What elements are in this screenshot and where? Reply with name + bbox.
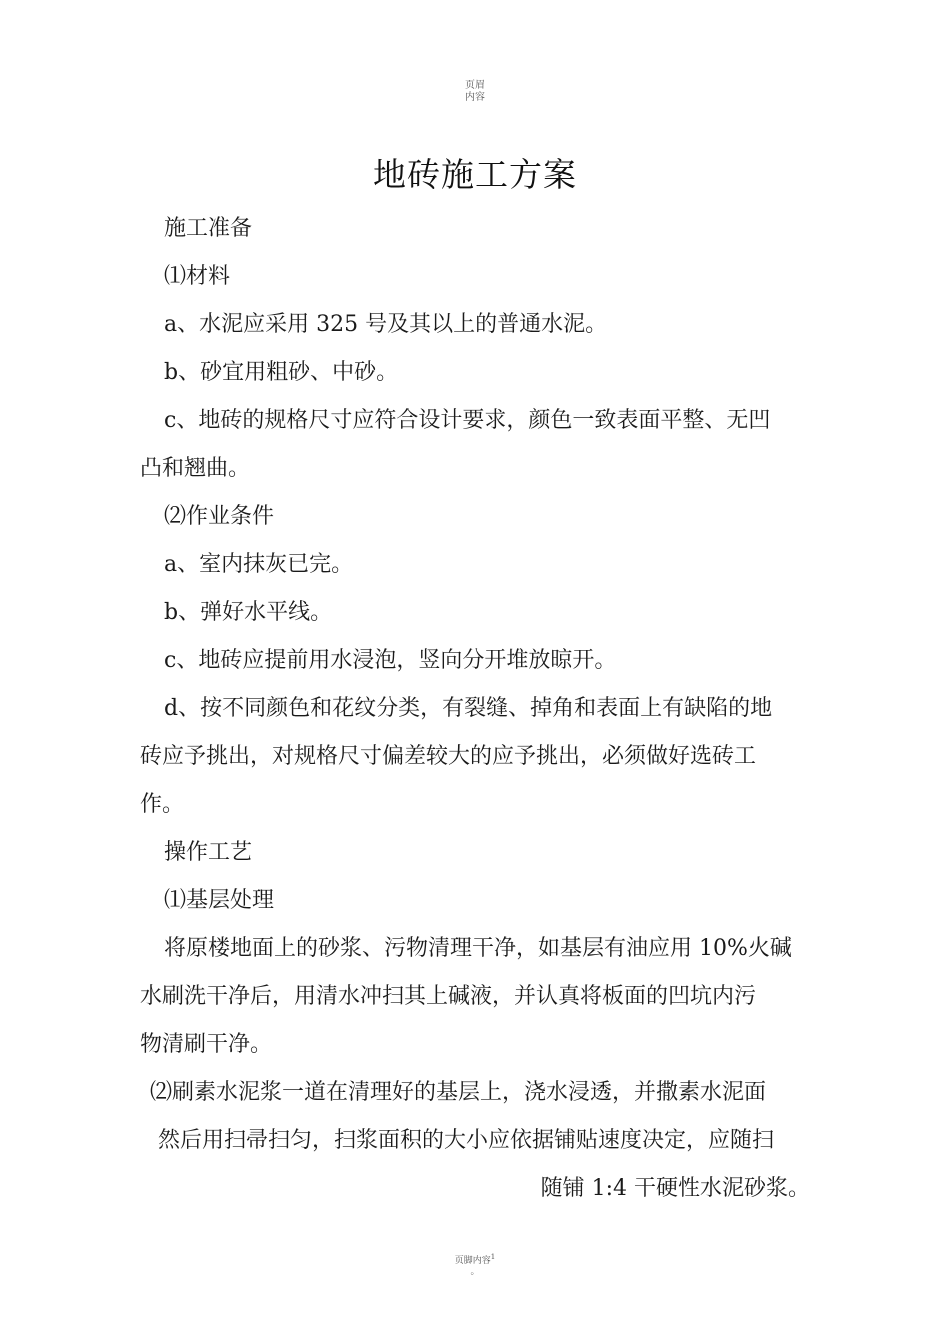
paragraph-line: b、砂宜用粗砂、中砂。	[164, 360, 399, 385]
document-body	[140, 205, 812, 1213]
subheading-conditions: ⑵作业条件	[164, 504, 275, 529]
section-heading-process: 操作工艺	[164, 840, 253, 865]
paragraph-line: c、地砖应提前用水浸泡，竖向分开堆放晾开。	[164, 648, 617, 673]
header-line-2: 内容	[465, 92, 485, 103]
paragraph-line: ⑵刷素水泥浆一道在清理好的基层上，浇水浸透，并撒素水泥面	[150, 1080, 767, 1105]
paragraph-line: 将原楼地面上的砂浆、污物清理干净，如基层有油应用 10%火碱	[164, 936, 792, 961]
subheading-materials: ⑴材料	[164, 264, 231, 289]
paragraph-line: 砖应予挑出，对规格尺寸偏差较大的应予挑出，必须做好选砖工	[140, 744, 757, 769]
paragraph-line: 随铺 1:4 干硬性水泥砂浆。	[540, 1176, 810, 1201]
page-number: 1	[490, 1253, 496, 1261]
footer-text: 页脚内容	[454, 1256, 491, 1266]
paragraph-line: d、按不同颜色和花纹分类，有裂缝、掉角和表面上有缺陷的地	[164, 696, 773, 721]
section-heading-preparation: 施工准备	[164, 216, 253, 241]
paragraph-line: 作。	[140, 792, 185, 817]
page-footer	[0, 1252, 950, 1278]
footer-line-1	[0, 1252, 950, 1267]
paragraph-line: 水刷洗干净后，用清水冲扫其上碱液，并认真将板面的凹坑内污	[140, 984, 757, 1009]
page-header	[0, 80, 950, 104]
paragraph-line: 然后用扫帚扫匀，扫浆面积的大小应依据铺贴速度决定，应随扫	[158, 1128, 775, 1153]
paragraph-line: a、室内抹灰已完。	[164, 552, 354, 577]
paragraph-line: c、地砖的规格尺寸应符合设计要求，颜色一致表面平整、无凹	[164, 408, 771, 433]
paragraph-line: 凸和翘曲。	[140, 456, 251, 481]
document-title: 地砖施工方案	[373, 155, 577, 194]
paragraph-line: a、水泥应采用 325 号及其以上的普通水泥。	[164, 312, 608, 337]
paragraph-line: 物清刷干净。	[140, 1032, 273, 1057]
header-line-1: 页眉	[465, 80, 485, 91]
paragraph-line: b、弹好水平线。	[164, 600, 333, 625]
footer-line-2: 。	[470, 1267, 480, 1277]
subheading-base-treatment: ⑴基层处理	[164, 888, 275, 913]
